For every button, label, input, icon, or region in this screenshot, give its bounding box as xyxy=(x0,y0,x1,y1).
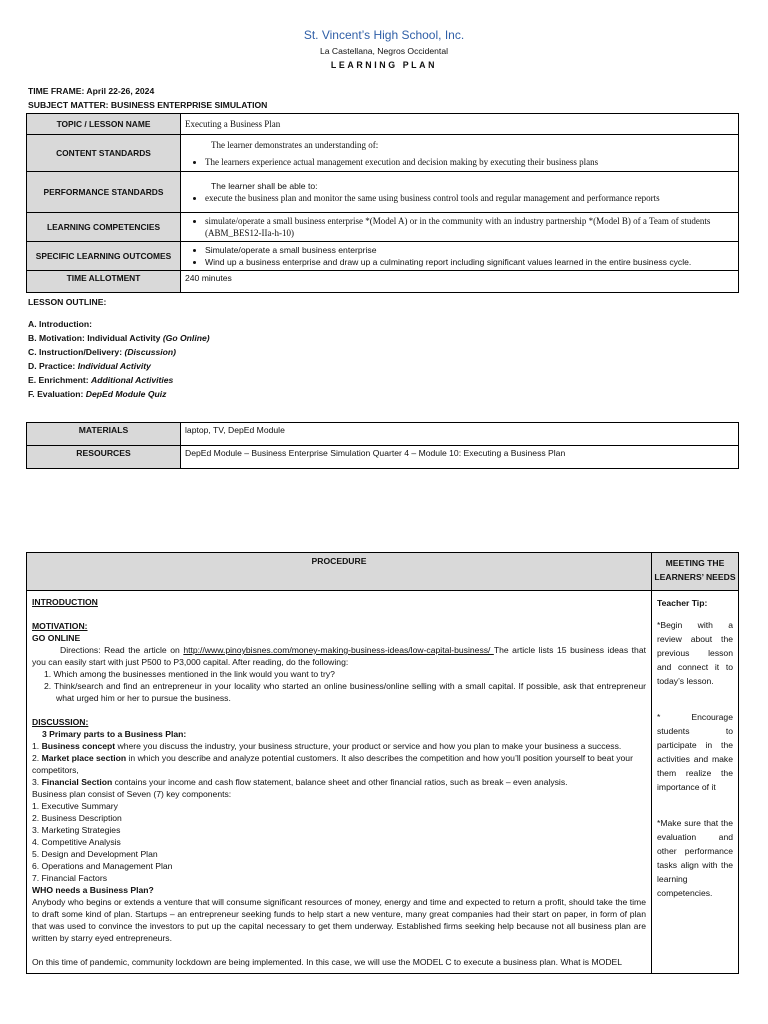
time-frame: TIME FRAME: April 22-26, 2024 xyxy=(28,86,155,96)
learners-needs-cell xyxy=(652,591,739,974)
content-intro: The learner demonstrates an understanding of: xyxy=(211,139,379,150)
article-link[interactable]: http://www.pinoybisnes.com/money-making-business-ideas/low-capital-business/ xyxy=(183,645,494,655)
component-item: 6. Operations and Management Plan xyxy=(32,861,173,871)
competencies-item: • simulate/operate a small business enterprise *(Model A) or in the community with an industry partnership *(Model B) of a Team of students (ABM_BES12-IIa-h-10) xyxy=(205,215,734,239)
outline-item: D. Practice: Individual Activity xyxy=(28,361,151,371)
outcomes-cell xyxy=(181,242,739,271)
performance-standards-row xyxy=(27,172,739,213)
content-standards-label: CONTENT STANDARDS xyxy=(27,135,181,172)
materials-row xyxy=(27,423,739,446)
procedure-header-row xyxy=(27,553,739,591)
component-item: 7. Financial Factors xyxy=(32,873,107,883)
resources-label: RESOURCES xyxy=(27,446,181,469)
lesson-outline-title: LESSON OUTLINE: xyxy=(28,297,107,307)
go-online-heading: GO ONLINE xyxy=(32,633,81,643)
procedure-table xyxy=(26,552,739,974)
time-allotment-row xyxy=(27,271,739,293)
who-heading: WHO needs a Business Plan? xyxy=(32,885,154,895)
introduction-heading: INTRODUCTION xyxy=(32,597,98,607)
part-item: 1. Business concept where you discuss the industry, your business structure, your product or service and how you plan to make your business a success. xyxy=(32,741,622,751)
teacher-tip-heading: Teacher Tip: xyxy=(657,598,708,608)
outline-item: F. Evaluation: DepEd Module Quiz xyxy=(28,389,167,399)
performance-standards-label: PERFORMANCE STANDARDS xyxy=(27,172,181,213)
outline-item: C. Instruction/Delivery: (Discussion) xyxy=(28,347,177,357)
outcomes-row xyxy=(27,242,739,271)
competencies-cell xyxy=(181,213,739,242)
component-item: 5. Design and Development Plan xyxy=(32,849,158,859)
outcome-item: • Simulate/operate a small business enterprise xyxy=(205,244,734,256)
teacher-tip: * Encourage students to participate in the activities and make them realize the importance of it xyxy=(657,712,733,792)
part-item: 2. Market place section in which you describe and analyze potential customers. It also describes the competition and how you’ll position yourself to beat your competitors, xyxy=(32,753,633,775)
teacher-tip: *Make sure that the evaluation and other performance tasks align with the learning competencies. xyxy=(657,818,733,898)
competencies-row xyxy=(27,213,739,242)
parts-title: 3 Primary parts to a Business Plan: xyxy=(42,729,187,739)
resources-row xyxy=(27,446,739,469)
teacher-tip: *Begin with a review about the previous lesson and connect it to today’s lesson. xyxy=(657,620,733,686)
content-item: • The learners experience actual management execution and decision making by executing their business plans xyxy=(205,156,734,168)
topic-label: TOPIC / LESSON NAME xyxy=(27,114,181,135)
motivation-heading: MOTIVATION: xyxy=(32,621,88,631)
component-item: 1. Executive Summary xyxy=(32,801,118,811)
component-item: 4. Competitive Analysis xyxy=(32,837,121,847)
component-item: 3. Marketing Strategies xyxy=(32,825,121,835)
question-item: 1. Which among the businesses mentioned in the link would you want to try? xyxy=(44,669,335,679)
component-item: 2. Business Description xyxy=(32,813,122,823)
time-allotment-value: 240 minutes xyxy=(181,271,739,293)
school-name: St. Vincent’s High School, Inc. xyxy=(303,28,465,42)
materials-table xyxy=(26,422,739,469)
question-item: 2. Think/search and find an entrepreneur in your locality who started an online business/online selling with a small capital. If possible, ask that entrepreneur what urged him or her to pursue the business. xyxy=(44,681,646,703)
materials-value: laptop, TV, DepEd Module xyxy=(181,423,739,446)
procedure-body-row xyxy=(27,591,739,974)
directions-text: Directions: Read the article on http://www.pinoybisnes.com/money-making-business-ideas/low-capital-business/ The article lists 15 business ideas that you can easily start with just P500 to P3,000 capital. After reading, do the following: xyxy=(32,645,646,667)
content-standards-cell xyxy=(181,135,739,172)
outline-item: A. Introduction: xyxy=(28,319,92,329)
lesson-outline xyxy=(28,317,210,401)
competencies-label: LEARNING COMPETENCIES xyxy=(27,213,181,242)
topic-value: Executing a Business Plan xyxy=(181,114,739,135)
resources-value: DepEd Module – Business Enterprise Simulation Quarter 4 – Module 10: Executing a Business Plan xyxy=(181,446,739,469)
model-text: On this time of pandemic, community lockdown are being implemented. In this case, we will use the MODEL C to execute a business plan. What is MODEL xyxy=(32,957,623,967)
performance-item: • execute the business plan and monitor the same using business control tools and regular management and performance reports xyxy=(205,192,734,204)
subject-matter: SUBJECT MATTER: BUSINESS ENTERPRISE SIMULATION xyxy=(28,100,268,110)
performance-standards-cell xyxy=(181,172,739,213)
school-address: La Castellana, Negros Occidental xyxy=(319,46,449,56)
lesson-info-table xyxy=(26,113,739,293)
outline-item: B. Motivation: Individual Activity (Go Online) xyxy=(28,333,210,343)
part-item: 3. Financial Section contains your income and cash flow statement, balance sheet and other financial ratios, such as break – even analysis. xyxy=(32,777,568,787)
procedure-header: PROCEDURE xyxy=(27,553,652,591)
learners-needs-header: MEETING THE LEARNERS’ NEEDS xyxy=(652,553,739,591)
who-text: Anybody who begins or extends a venture that will consume significant resources of money, energy and time and expected to return a profit, should take the time to draft some kind of plan. Startups – an entrepreneur seeking funds to help start a new venture, many great companies had their start on paper, in form of plan that was used to convince the investors to put up the capital necessary to get them underway. Established firms seeking help because not all business plan are written by starry eyed entrepreneurs. xyxy=(32,897,646,943)
procedure-cell xyxy=(27,591,652,974)
outcome-item: • Wind up a business enterprise and draw up a culminating report including significant values learned in the entire business cycle. xyxy=(205,256,734,268)
discussion-heading: DISCUSSION: xyxy=(32,717,89,727)
components-intro: Business plan consist of Seven (7) key components: xyxy=(32,789,232,799)
outcomes-label: SPECIFIC LEARNING OUTCOMES xyxy=(27,242,181,271)
performance-intro: The learner shall be able to: xyxy=(211,181,318,191)
content-standards-row xyxy=(27,135,739,172)
document-title: LEARNING PLAN xyxy=(330,60,438,70)
outline-item: E. Enrichment: Additional Activities xyxy=(28,375,174,385)
document-header xyxy=(0,28,768,70)
materials-label: MATERIALS xyxy=(27,423,181,446)
topic-row xyxy=(27,114,739,135)
time-allotment-label: TIME ALLOTMENT xyxy=(27,271,181,293)
